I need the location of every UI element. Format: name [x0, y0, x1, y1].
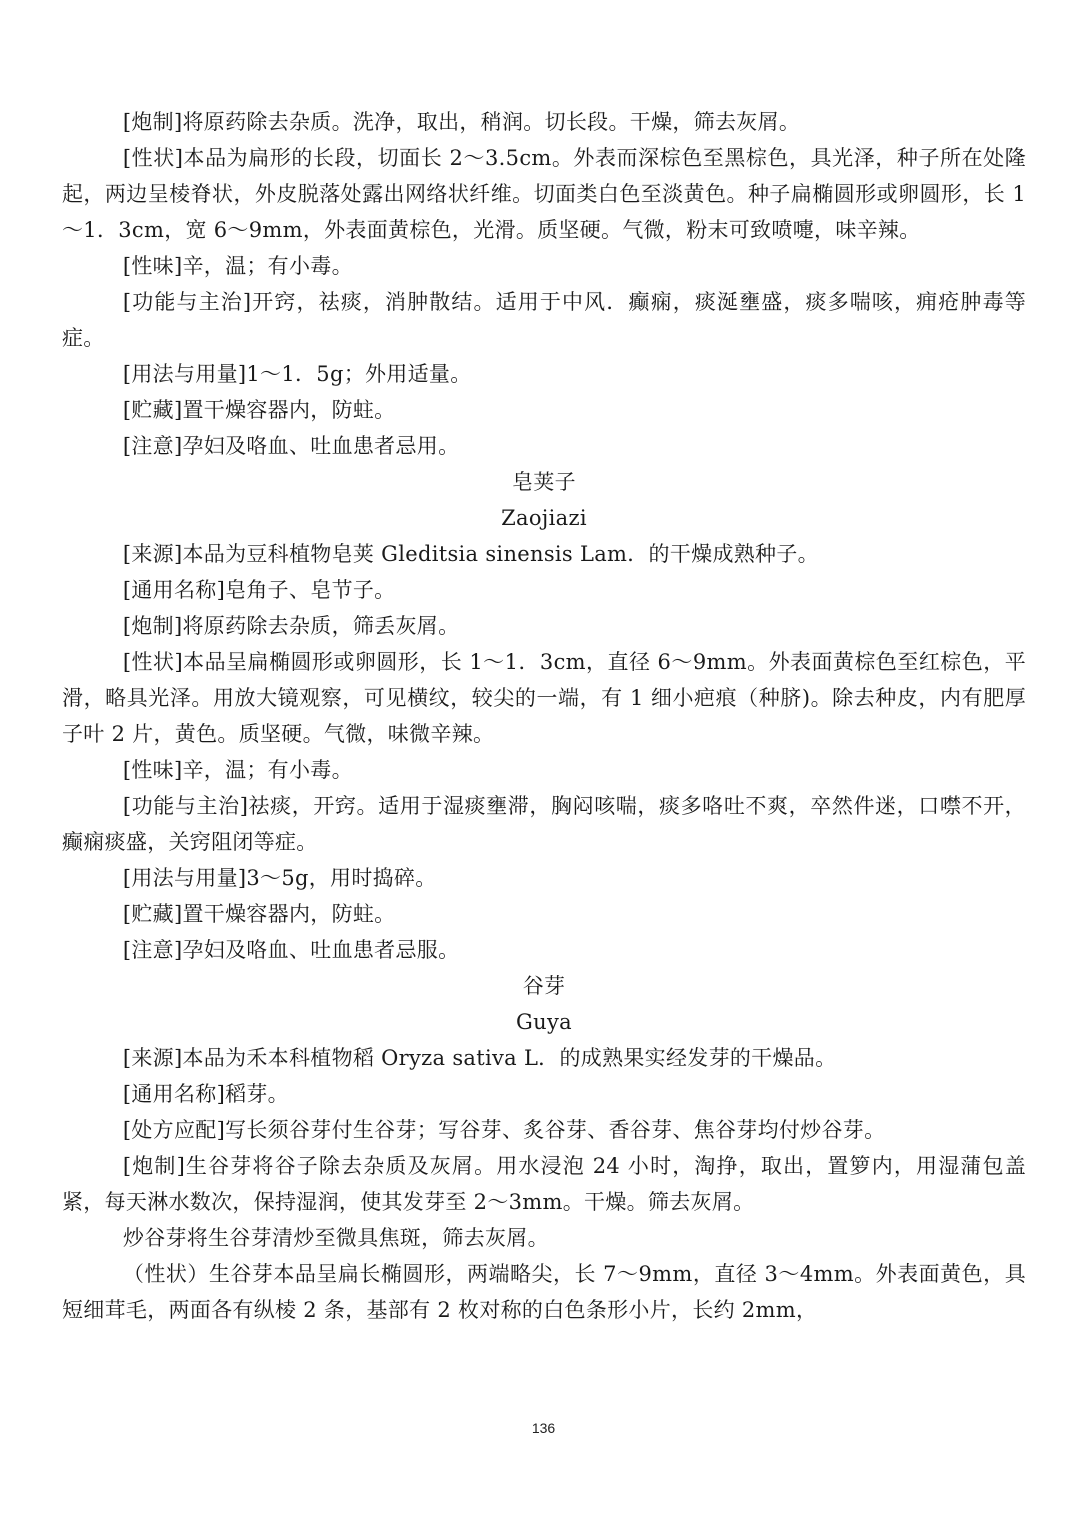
paragraph: [炮制]生谷芽将谷子除去杂质及灰屑。用水浸泡 24 小时，淘挣，取出，置箩内，用湿蒲包盖紧，每天淋水数次，保持湿润，使其发芽至 2～3mm。干燥。筛去灰屑。: [62, 1154, 1026, 1214]
paragraph: 炒谷芽将生谷芽清炒至微具焦斑，筛去灰屑。: [122, 1226, 549, 1250]
paragraph: [性味]辛，温；有小毒。: [122, 758, 353, 782]
paragraph: [性味]辛，温；有小毒。: [122, 254, 353, 278]
paragraph: [通用名称]皂角子、皂节子。: [122, 578, 396, 602]
paragraph: [功能与主治]祛痰，开窍。适用于湿痰壅滞，胸闷咳喘，痰多咯吐不爽，卒然件迷，口噤不开，癫痫痰盛，关窍阻闭等症。: [62, 794, 1026, 854]
paragraph: [贮藏]置干燥容器内，防蛀。: [122, 398, 396, 422]
paragraph: [功能与主治]开窍，祛痰，消肿散结。适用于中风．癫痫，痰涎壅盛，痰多喘咳，痈疮肿毒等症。: [62, 290, 1026, 350]
paragraph: [炮制]将原药除去杂质。洗净，取出，稍润。切长段。干燥，筛去灰屑。: [122, 110, 801, 134]
paragraph: [贮藏]置干燥容器内，防蛀。: [122, 902, 396, 926]
paragraph: [注意]孕妇及咯血、吐血患者忌用。: [122, 434, 460, 458]
paragraph: [性状]本品为扁形的长段，切面长 2～3.5cm。外表而深棕色至黑棕色，具光泽，种子所在处隆起，两边呈棱脊状，外皮脱落处露出网络状纤维。切面类白色至淡黄色。种子扁椭圆形或卵圆形，长 1～1．3cm，宽 6～9mm，外表面黄棕色，光滑。质坚硬。气微，粉末可致喷嚏，味辛辣。: [62, 146, 1026, 242]
section-title: Zaojiazi: [501, 506, 587, 530]
paragraph: [注意]孕妇及咯血、吐血患者忌服。: [122, 938, 460, 962]
section-title: Guya: [516, 1010, 572, 1034]
paragraph: [处方应配]写长须谷芽付生谷芽；写谷芽、炙谷芽、香谷芽、焦谷芽均付炒谷芽。: [122, 1118, 886, 1142]
document-body: [62, 104, 1026, 1328]
paragraph: [来源]本品为禾本科植物稻 Oryza sativa L．的成熟果实经发芽的干燥品。: [122, 1046, 837, 1070]
paragraph: （性状）生谷芽本品呈扁长椭圆形，两端略尖，长 7～9mm，直径 3～4mm。外表面黄色，具短细茸毛，两面各有纵棱 2 条，基部有 2 枚对称的白色条形小片，长约 2mm，: [62, 1262, 1026, 1322]
page-number: 136: [531, 1420, 556, 1436]
paragraph: [用法与用量]3～5g，用时捣碎。: [122, 866, 437, 890]
paragraph: [通用名称]稻芽。: [122, 1082, 289, 1106]
paragraph: [性状]本品呈扁椭圆形或卵圆形，长 1～1．3cm，直径 6～9mm。外表面黄棕色至红棕色，平滑，略具光泽。用放大镜观察，可见横纹，较尖的一端，有 1 细小疤痕（种脐)。除去种皮，内有肥厚子叶 2 片，黄色。质坚硬。气微，味微辛辣。: [62, 650, 1026, 746]
paragraph: [来源]本品为豆科植物皂荚 Gleditsia sinensis Lam．的干燥成熟种子。: [122, 542, 819, 566]
section-title: 谷芽: [522, 974, 566, 998]
paragraph: [用法与用量]1～1．5g；外用适量。: [122, 362, 472, 386]
paragraph: [炮制]将原药除去杂质，筛丢灰屑。: [122, 614, 460, 638]
section-title: 皂荚子: [512, 470, 576, 494]
